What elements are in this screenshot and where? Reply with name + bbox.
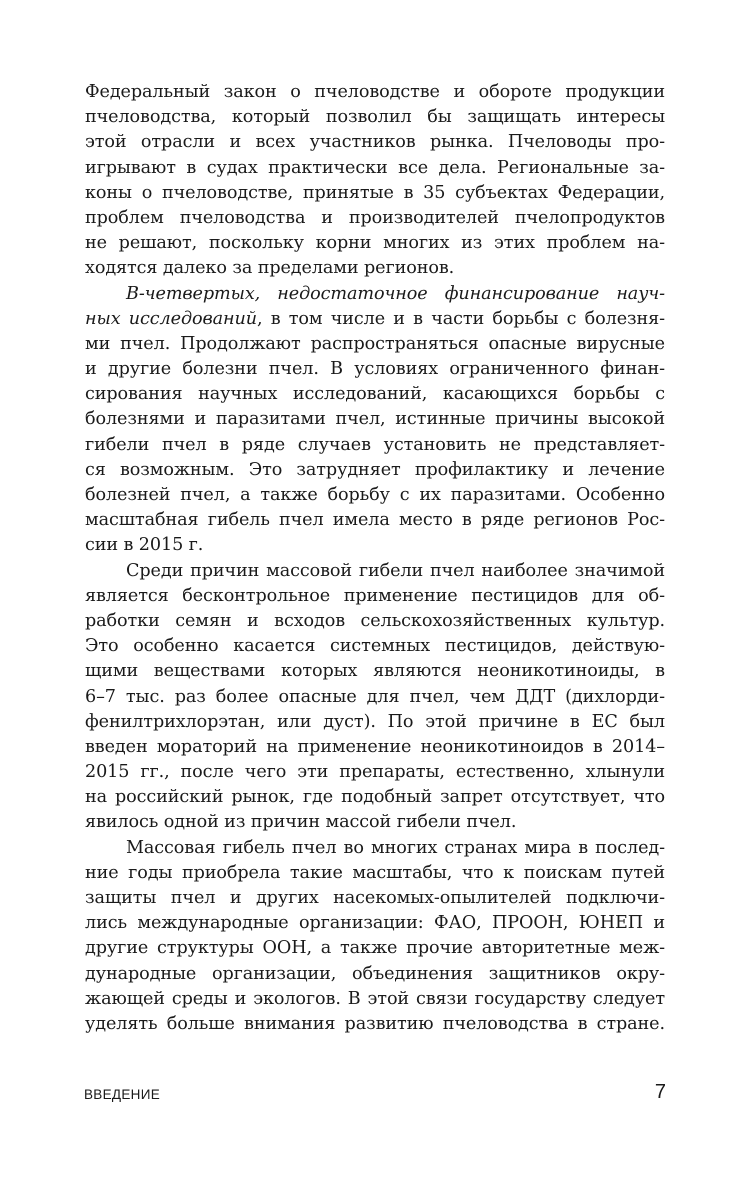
italic-lead: В-четвертых, недостаточное финансирование науч- xyxy=(126,283,665,304)
text-line: ние годы приобрела такие масштабы, что к поискам путей xyxy=(85,862,665,883)
line-rest: , в том числе и в части борьбы с болезня- xyxy=(256,308,665,329)
text-line: введен мораторий на применение неоникотиноидов в 2014– xyxy=(85,736,665,757)
text-line xyxy=(85,307,665,332)
body-text xyxy=(85,80,665,1037)
text-line: Это особенно касается системных пестицидов, действую- xyxy=(85,636,665,657)
text-line: коны о пчеловодстве, принятые в 35 субъектах Федерации, xyxy=(85,182,665,203)
paragraph-1 xyxy=(85,80,665,282)
text-line: ходятся далеко за пределами регионов. xyxy=(85,258,455,279)
text-line: ми пчел. Продолжают распространяться опасные вирусные xyxy=(85,333,665,354)
text-line: Среди причин массовой гибели пчел наиболее значимой xyxy=(126,560,665,581)
text-line: Массовая гибель пчел во многих странах мира в послед- xyxy=(126,837,665,858)
text-line: 2015 гг., после чего эти препараты, естественно, хлынули xyxy=(85,762,665,783)
text-line: дународные организации, объединения защитников окру- xyxy=(85,963,665,984)
text-line: на российский рынок, где подобный запрет отсутствует, что xyxy=(85,787,665,808)
text-line: сии в 2015 г. xyxy=(85,535,204,556)
text-line: игрывают в судах практически все дела. Региональные за- xyxy=(85,157,665,178)
text-line: болезней пчел, а также борьбу с их паразитами. Особенно xyxy=(85,485,665,505)
page-number: 7 xyxy=(654,1081,666,1103)
text-line: этой отрасли и всех участников рынка. Пчеловоды про- xyxy=(85,132,665,153)
text-line: другие структуры ООН, а также прочие авторитетные меж- xyxy=(85,938,665,959)
paragraph-3 xyxy=(85,559,665,836)
running-footer-title: ВВЕДЕНИЕ xyxy=(84,1087,161,1102)
text-line: лись международные организации: ФАО, ПРООН, ЮНЕП и xyxy=(85,913,665,934)
text-line: 6–7 тыс. раз более опасные для пчел, чем ДДТ (дихлорди- xyxy=(85,686,665,707)
italic-lead-end: ных исследований xyxy=(85,308,257,329)
text-line: и другие болезни пчел. В условиях ограниченного финан- xyxy=(85,359,665,380)
text-line: Федеральный закон о пчеловодстве и обороте продукции xyxy=(85,82,665,102)
text-line: болезнями и паразитами пчел, истинные причины высокой xyxy=(85,409,665,430)
text-line: щими веществами которых являются неоникотиноиды, в xyxy=(85,661,665,682)
paragraph-2 xyxy=(85,282,665,559)
text-line: гибели пчел в ряде случаев установить не представляет- xyxy=(85,434,665,455)
text-line: защиты пчел и других насекомых-опылителей подключи- xyxy=(85,888,665,908)
text-line: ся возможным. Это затрудняет профилактику и лечение xyxy=(85,459,665,480)
text-line: пчеловодства, который позволил бы защищать интересы xyxy=(85,107,665,128)
text-line: уделять больше внимания развитию пчеловодства в стране. xyxy=(85,1013,665,1034)
paragraph-4 xyxy=(85,836,665,1038)
text-line: работки семян и всходов сельскохозяйственных культур. xyxy=(85,610,665,631)
text-line xyxy=(85,282,665,307)
text-line: не решают, поскольку корни многих из этих проблем на- xyxy=(85,233,665,254)
text-line: проблем пчеловодства и производителей пчелопродуктов xyxy=(85,207,665,228)
text-line: сирования научных исследований, касающихся борьбы с xyxy=(85,384,665,405)
text-line: фенилтрихлорэтан, или дуст). По этой причине в ЕС был xyxy=(85,711,665,732)
text-line: является бесконтрольное применение пестицидов для об- xyxy=(85,585,665,606)
text-line: явилось одной из причин массой гибели пчел. xyxy=(85,812,517,833)
text-line: масштабная гибель пчел имела место в ряде регионов Рос- xyxy=(85,510,665,531)
text-line: жающей среды и экологов. В этой связи государству следует xyxy=(85,988,665,1009)
